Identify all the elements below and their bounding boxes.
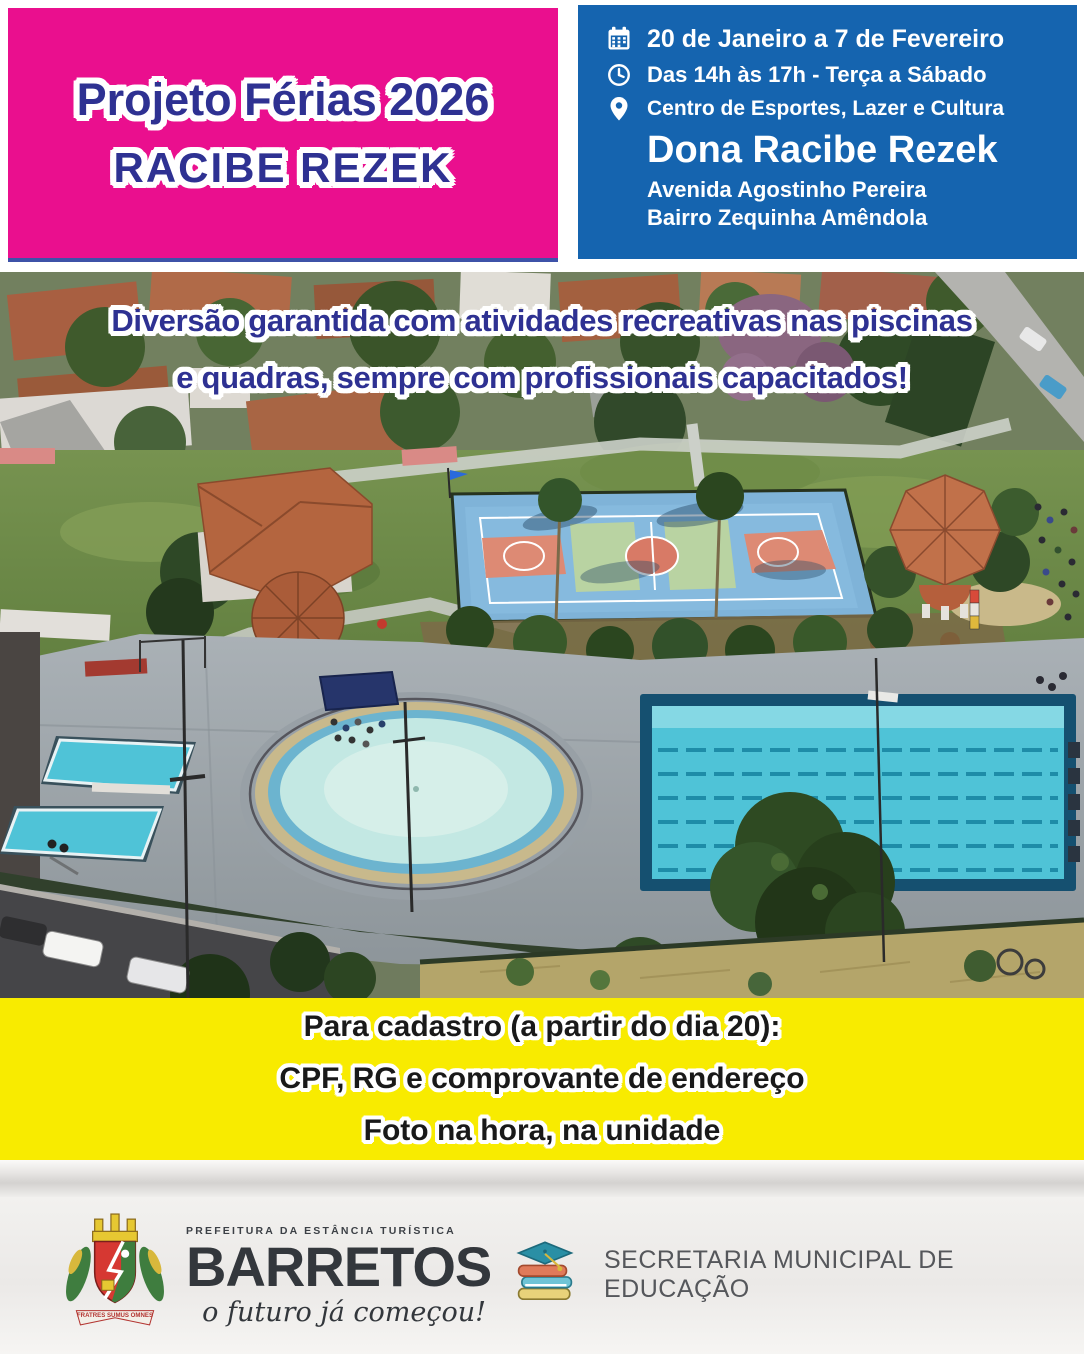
clock-icon xyxy=(604,60,634,90)
registration-line1: Para cadastro (a partir do dia 20): xyxy=(303,1010,781,1043)
basketball-court xyxy=(452,490,876,622)
barretos-coat-of-arms xyxy=(64,1211,166,1333)
location-pin-icon xyxy=(604,94,634,124)
info-box xyxy=(578,5,1077,259)
city-name: BARRETOS xyxy=(186,1235,492,1298)
address-line1: Avenida Agostinho Pereira xyxy=(647,177,927,202)
registration-line3: Foto na hora, na unidade xyxy=(363,1114,721,1147)
crest-motto: FRATRES SUMUS OMNES xyxy=(76,1312,154,1320)
city-slogan: o futuro já começou! xyxy=(202,1296,486,1328)
venue-row xyxy=(604,93,1077,125)
poster-title: Projeto Férias 2026 xyxy=(76,74,490,125)
calendar-icon xyxy=(604,24,634,54)
prefeitura-brand xyxy=(186,1225,492,1328)
caption-line2: e quadras, sempre com profissionais capacitados! xyxy=(176,360,908,395)
poster-subtitle: RACIBE REZEK xyxy=(113,144,453,191)
divider-band xyxy=(0,1160,1084,1197)
footer xyxy=(0,1197,1084,1354)
address-line2: Bairro Zequinha Amêndola xyxy=(647,205,928,230)
books-graduation-cap-icon xyxy=(512,1237,578,1312)
title-box xyxy=(8,8,558,262)
registration-line2: CPF, RG e comprovante de endereço xyxy=(279,1062,805,1095)
schedule-row xyxy=(604,57,1077,93)
date-text: 20 de Janeiro a 7 de Fevereiro xyxy=(647,24,1005,53)
education-secretariat xyxy=(512,1237,1084,1312)
schedule-text: Das 14h às 17h - Terça a Sábado xyxy=(647,62,987,87)
registration-box xyxy=(0,998,1084,1160)
secretaria-label: SECRETARIA MUNICIPAL DE EDUCAÇÃO xyxy=(604,1245,954,1303)
venue-name: Dona Racibe Rezek xyxy=(647,129,998,171)
photo-caption xyxy=(0,292,1084,406)
prefeitura-label: PREFEITURA DA ESTÂNCIA TURÍSTICA xyxy=(186,1225,456,1237)
aerial-photo xyxy=(0,272,1084,998)
date-row xyxy=(604,21,1077,57)
caption-line1: Diversão garantida com atividades recreativas nas piscinas xyxy=(111,303,973,338)
circular-pool xyxy=(240,692,592,900)
venue-text: Centro de Esportes, Lazer e Cultura xyxy=(647,97,1005,120)
